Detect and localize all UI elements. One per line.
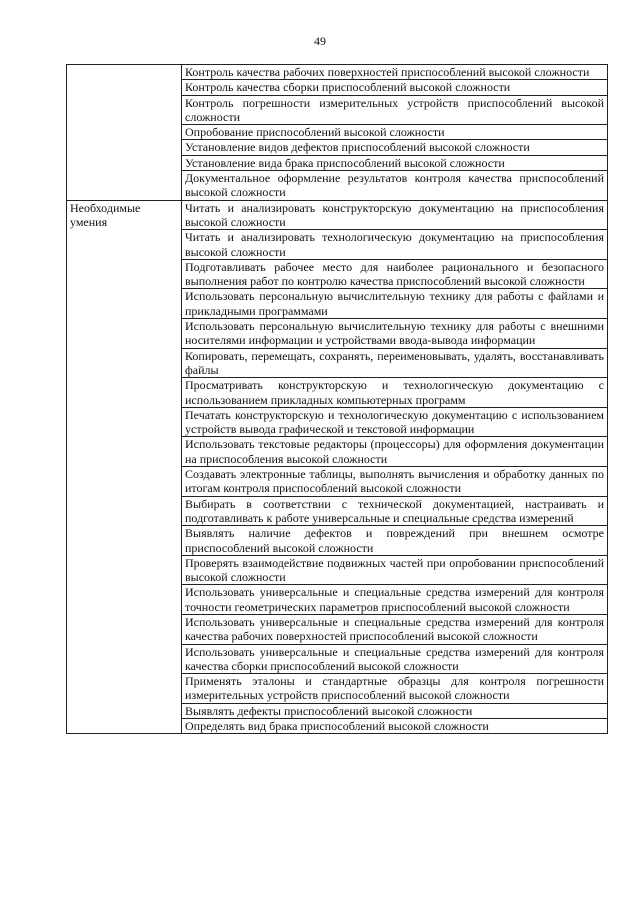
table-cell-item: Выявлять наличие дефектов и повреждений при внешнем осмотре приспособлений высокой сложности: [182, 526, 608, 556]
table-cell-item: Опробование приспособлений высокой сложности: [182, 125, 608, 140]
table-cell-item: Использовать универсальные и специальные средства измерений для контроля качества рабочих поверхностей приспособлений высокой сложности: [182, 614, 608, 644]
table-cell-item: Подготавливать рабочее место для наиболее рационального и безопасного выполнения работ по контролю качества приспособлений высокой сложности: [182, 259, 608, 289]
requirements-table: [66, 64, 608, 734]
table-cell-item: Контроль качества рабочих поверхностей приспособлений высокой сложности: [182, 65, 608, 80]
table-row: [67, 200, 608, 230]
table-cell-item: Определять вид брака приспособлений высокой сложности: [182, 719, 608, 734]
table-cell-item: Использовать текстовые редакторы (процессоры) для оформления документации на приспособления высокой сложности: [182, 437, 608, 467]
table-cell-item: Печатать конструкторскую и технологическую документацию с использованием устройств вывода графической и текстовой информации: [182, 407, 608, 437]
table-cell-item: Установление вида брака приспособлений высокой сложности: [182, 155, 608, 170]
table-cell-item: Контроль погрешности измерительных устройств приспособлений высокой сложности: [182, 95, 608, 125]
table-row: [67, 65, 608, 80]
table-cell-item: Использовать универсальные и специальные средства измерений для контроля точности геометрических параметров приспособлений высокой сложности: [182, 585, 608, 615]
skills-section-label: Необходимые умения: [67, 200, 182, 734]
table-cell-item: Выбирать в соответствии с технической документацией, настраивать и подготавливать к работе универсальные и специальные средства измерений: [182, 496, 608, 526]
table-cell-item: Установление видов дефектов приспособлений высокой сложности: [182, 140, 608, 155]
table-cell-item: Применять эталоны и стандартные образцы для контроля погрешности измерительных устройств приспособлений высокой сложности: [182, 674, 608, 704]
table-cell-item: Копировать, перемещать, сохранять, переименовывать, удалять, восстанавливать файлы: [182, 348, 608, 378]
table-cell-item: Контроль качества сборки приспособлений высокой сложности: [182, 80, 608, 95]
table-cell-item: Использовать персональную вычислительную технику для работы с внешними носителями информации и устройствами ввода-вывода информации: [182, 319, 608, 349]
table-cell-item: Использовать персональную вычислительную технику для работы с файлами и прикладными программами: [182, 289, 608, 319]
table-cell-item: Документальное оформление результатов контроля качества приспособлений высокой сложности: [182, 171, 608, 201]
table-cell-item: Читать и анализировать конструкторскую документацию на приспособления высокой сложности: [182, 200, 608, 230]
table-cell-item: Создавать электронные таблицы, выполнять вычисления и обработку данных по итогам контроля приспособлений высокой сложности: [182, 467, 608, 497]
page-number: 49: [314, 34, 326, 48]
continued-section-label-cell: [67, 65, 182, 201]
table-cell-item: Выявлять дефекты приспособлений высокой сложности: [182, 703, 608, 718]
table-cell-item: Просматривать конструкторскую и технологическую документацию с использованием прикладных компьютерных программ: [182, 378, 608, 408]
table-cell-item: Использовать универсальные и специальные средства измерений для контроля качества сборки приспособлений высокой сложности: [182, 644, 608, 674]
table-cell-item: Проверять взаимодействие подвижных частей при опробовании приспособлений высокой сложности: [182, 555, 608, 585]
table-cell-item: Читать и анализировать технологическую документацию на приспособления высокой сложности: [182, 230, 608, 260]
